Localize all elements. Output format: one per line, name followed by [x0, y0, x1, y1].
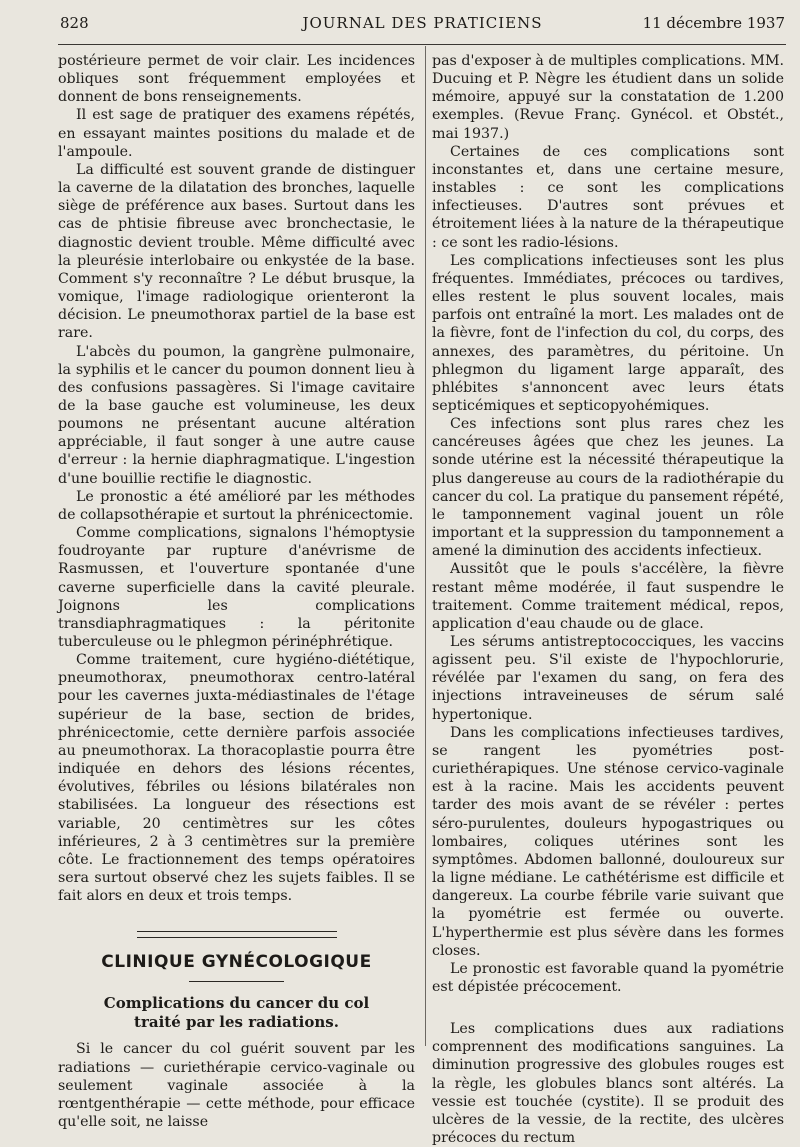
article-title-line-1: Complications du cancer du col	[103, 994, 370, 1013]
section-heading: CLINIQUE GYNÉCOLOGIQUE	[101, 952, 372, 973]
paragraph: Comme traitement, cure hygiéno-diététique, pneumothorax, pneumothorax centro-latéral pour les cavernes juxta-médiastinales de l'étage supérieur de la base, section de brides, phrénicectomie, cette dernière parfois associée au pneumothorax. La thoracoplastie pourra être indiquée en dehors des lésions récentes, évolutives, fébriles ou lésions bilatérales non stabilisées. La longueur des résections est variable, 20 centimètres sur les côtes inférieures, 2 à 3 centimètres sur la première côte. Le fractionnement des temps opératoires sera surtout observé chez les sujets faibles. Il se fait alors en deux et trois temps.	[58, 652, 415, 905]
paragraph: Aussitôt que le pouls s'accélère, la fièvre restant même modérée, il faut suspendre le traitement. Comme traitement médical, repos, application d'eau chaude ou de glace.	[432, 561, 784, 632]
paragraph: Les sérums antistreptococciques, les vaccins agissent peu. S'il existe de l'hypochlorurie, révélée par l'examen du sang, on fera des injections intraveineuses de sérum salé hypertonique.	[432, 634, 784, 723]
paragraph: Comme complications, signalons l'hémoptysie foudroyante par rupture d'anévrisme de Rasmussen, et l'ouverture spontanée d'une caverne superficielle dans la cavité pleurale. Joignons les complications transdiaphragmatiques : la péritonite tuberculeuse ou le phlegmon périnéphrétique.	[58, 525, 415, 650]
journal-title: JOURNAL DES PRATICIENS	[302, 14, 543, 32]
page-header	[60, 14, 785, 38]
article-title-line-2: traité par les radiations.	[134, 1013, 339, 1032]
article-title	[58, 994, 415, 1032]
column-divider	[425, 46, 426, 1046]
paragraph: Certaines de ces complications sont inconstantes et, dans une certaine mesure, instables : ce sont les complications infectieuses. D'autres sont prévues et étroitement liées à la nature de la thérapeutique : ce sont les radio-lésions.	[432, 143, 784, 251]
paragraph-gap	[432, 996, 784, 1020]
paragraph: pas d'exposer à de multiples complications. MM. Ducuing et P. Nègre les étudient dans un solide mémoire, appuyé sur la constatation de 1.200 exemples. (Revue Franç. Gynécol. et Obstét., mai 1937.)	[432, 53, 784, 142]
paragraph: Les complications infectieuses sont les plus fréquentes. Immédiates, précoces ou tardives, elles restent le plus souvent locales, mais parfois ont entraîné la mort. Les malades ont de la fièvre, font de l'infection du col, du corps, des annexes, des paramètres, du péritoine. Un phlegmon du ligament large apparaît, des phlébites s'annoncent avec leurs états septicémiques et septicopyohémiques.	[432, 252, 784, 414]
paragraph: L'abcès du poumon, la gangrène pulmonaire, la syphilis et le cancer du poumon donnent lieu à des confusions passagères. Si l'image cavitaire de la base gauche est volumineuse, les deux poumons ne présentant aucune altération appréciable, il faut songer à une autre cause d'erreur : la hernie diaphragmatique. L'ingestion d'une bouillie rectifie le diagnostic.	[58, 343, 415, 487]
heading-underline	[189, 981, 284, 982]
paragraph: La difficulté est souvent grande de distinguer la caverne de la dilatation des bronches, laquelle siège de préférence aux bases. Surtout dans les cas de phtisie fibreuse avec bronchectasie, le diagnostic devient trouble. Même difficulté avec la pleurésie interlobaire ou enkystée de la base. Comment s'y reconnaître ? Le début brusque, la vomique, l'image radiologique orienteront la décision. Le pneumothorax partiel de la base est rare.	[58, 161, 415, 342]
paragraph: Ces infections sont plus rares chez les cancéreuses âgées que chez les jeunes. La sonde utérine est la nécessité thérapeutique la plus dangereuse au cours de la radiothérapie du cancer du col. La pratique du pansement répété, le tamponnement vaginal jouent un rôle important et la suppression du tamponnement a amené la diminution des accidents infectieux.	[432, 416, 784, 560]
issue-date: 11 décembre 1937	[642, 14, 785, 32]
page-number: 828	[60, 14, 89, 32]
paragraph: Dans les complications infectieuses tardives, se rangent les pyométries post-curiethérapiques. Une sténose cervico-vaginale est à la racine. Mais les accidents peuvent tarder des mois avant de se révéler : pertes séro-purulentes, douleurs hypogastriques ou lombaires, coliques utérines sont les symptômes. Abdomen ballonné, douloureux sur la ligne médiane. Le cathétérisme est difficile et dangereux. La courbe fébrile varie suivant que la pyométrie est fermée ou ouverte. L'hyperthermie est plus sévère dans les formes closes.	[432, 724, 784, 959]
paragraph: Les complications dues aux radiations comprennent des modifications sanguines. La diminution progressive des globules rouges est la règle, les globules blancs sont altérés. La vessie est touchée (cystite). Il se produit des ulcères de la vessie, de la rectite, des ulcères précoces du rectum	[432, 1021, 784, 1147]
left-column	[58, 52, 415, 1131]
paragraph: Si le cancer du col guérit souvent par les radiations — curiethérapie cervico-vaginale ou seulement vaginale associée à la rœntgenthérapie — cette méthode, pour efficace qu'elle soit, ne laisse	[58, 1041, 415, 1130]
paragraph: postérieure permet de voir clair. Les incidences obliques sont fréquemment employées et donnent de bons renseignements.	[58, 53, 415, 106]
header-divider	[58, 44, 786, 45]
paragraph: Le pronostic a été amélioré par les méthodes de collapsothérapie et surtout la phrénicectomie.	[58, 488, 415, 523]
right-column	[432, 52, 784, 1147]
paragraph: Le pronostic est favorable quand la pyométrie est dépistée précocement.	[432, 960, 784, 995]
paragraph: Il est sage de pratiquer des examens répétés, en essayant maintes positions du malade et de l'ampoule.	[58, 107, 415, 160]
section-double-rule	[137, 931, 337, 938]
